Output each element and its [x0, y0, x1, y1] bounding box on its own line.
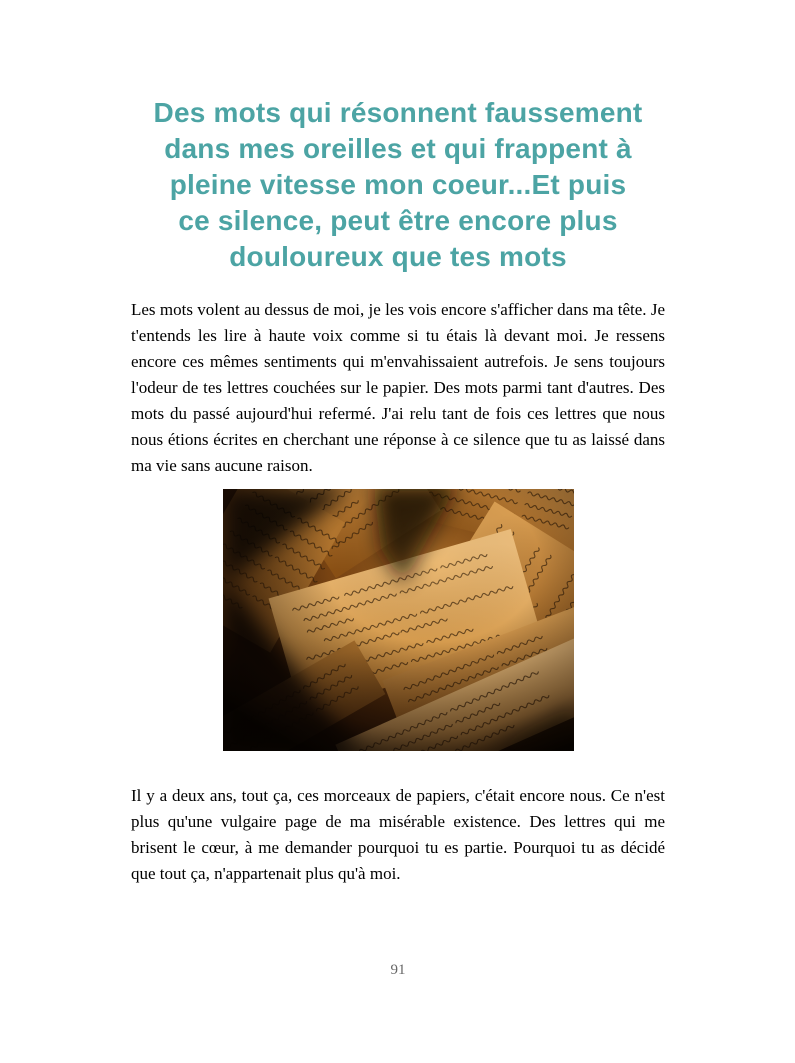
letters-photo-figure: [131, 489, 665, 751]
title-line: ce silence, peut être encore plus: [178, 205, 618, 236]
handwritten-letters-photo: [223, 489, 574, 751]
page-number: 91: [390, 962, 406, 978]
paragraph-outro: Il y a deux ans, tout ça, ces morceaux de papiers, c'était encore nous. Ce n'est plus qu'une vulgaire page de ma misérable existence. Des lettres qui me brisent le cœur, à me demander pourquoi tu es partie. Pourquoi tu as décidé que tout ça, n'appartenait plus qu'à moi.: [131, 786, 665, 883]
title-line: douloureux que tes mots: [229, 241, 567, 272]
title-line: pleine vitesse mon coeur...Et puis: [169, 169, 627, 200]
page-title: [131, 95, 665, 275]
title-line: dans mes oreilles et qui frappent à: [164, 133, 632, 164]
paragraph-intro: Les mots volent au dessus de moi, je les vois encore s'afficher dans ma tête. Je t'entends les lire à haute voix comme si tu étais là devant moi. Je ressens encore ces mêmes sentiments qui m'envahissaient autrefois. Je sens toujours l'odeur de tes lettres couchées sur le papier. Des mots parmi tant d'autres. Des mots du passé aujourd'hui refermé. J'ai relu tant de fois ces lettres que nous nous étions écrites en cherchant une réponse à ce silence que tu as laissé dans ma vie sans aucune raison.: [131, 300, 665, 475]
title-line: Des mots qui résonnent faussement: [153, 97, 643, 128]
